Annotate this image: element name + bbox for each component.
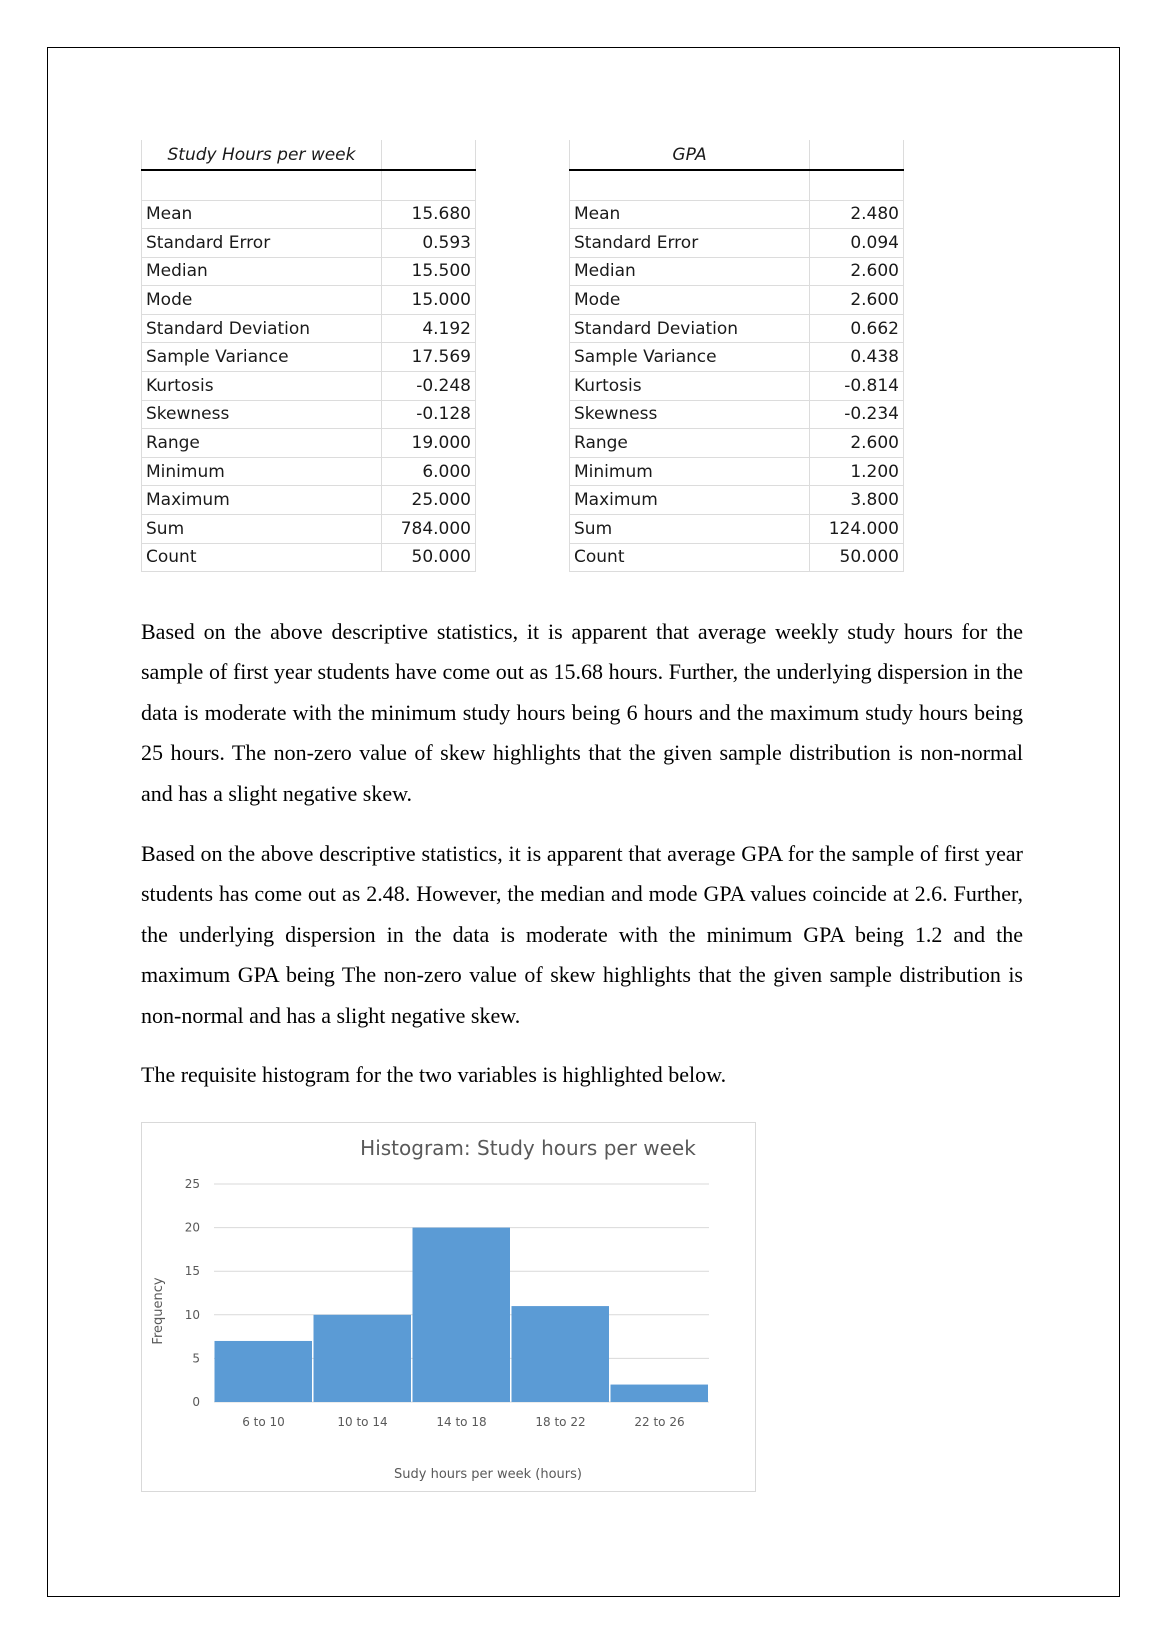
table-gap — [476, 515, 570, 544]
chart-title: Histogram: Study hours per week — [360, 1136, 696, 1160]
stats-row — [142, 457, 904, 486]
gpa-stat-label: Skewness — [570, 400, 810, 429]
table-gap — [476, 543, 570, 572]
study-stat-label: Standard Error — [142, 229, 382, 258]
study-stat-value: 25.000 — [382, 486, 476, 515]
gpa-stat-value: 50.000 — [810, 543, 904, 572]
spacer-cell — [382, 170, 476, 200]
gpa-stat-value: 0.438 — [810, 343, 904, 372]
study-stat-label: Standard Deviation — [142, 314, 382, 343]
paragraph-gpa: Based on the above descriptive statistics, it is apparent that average GPA for the sample of first year students has come out as 2.48. However, the median and mode GPA values coincide at 2.6. Further, the underlying dispersion in the data is moderate with the minimum GPA being 1.2 and the maximum GPA being The non-zero value of skew highlights that the given sample distribution is non-normal and has a slight negative skew. — [141, 841, 1023, 1028]
study-stat-label: Kurtosis — [142, 372, 382, 401]
study-stat-value: 50.000 — [382, 543, 476, 572]
gpa-stat-value: 1.200 — [810, 457, 904, 486]
study-stat-value: 15.680 — [382, 200, 476, 229]
study-stat-label: Range — [142, 429, 382, 458]
spacer-cell — [810, 170, 904, 200]
table-gap — [476, 429, 570, 458]
stats-row — [142, 429, 904, 458]
study-stat-value: -0.248 — [382, 372, 476, 401]
study-stat-label: Mode — [142, 286, 382, 315]
study-stat-label: Median — [142, 257, 382, 286]
table-gap — [476, 457, 570, 486]
spacer-cell — [570, 170, 810, 200]
study-stat-value: 19.000 — [382, 429, 476, 458]
study-hours-header-blank — [382, 140, 476, 170]
study-stat-label: Skewness — [142, 400, 382, 429]
table-gap — [476, 486, 570, 515]
table-gap — [476, 229, 570, 258]
stats-row — [142, 486, 904, 515]
gpa-header-blank — [810, 140, 904, 170]
paragraph-study-hours: Based on the above descriptive statistics, it is apparent that average weekly study hours for the sample of first year students have come out as 15.68 hours. Further, the underlying dispersion in the data is moderate with the minimum study hours being 6 hours and the maximum study hours being 25 hours. The non-zero value of skew highlights that the given sample distribution is non-normal and has a slight negative skew. — [141, 619, 1023, 806]
stats-row — [142, 372, 904, 401]
study-stat-value: 4.192 — [382, 314, 476, 343]
stats-row — [142, 257, 904, 286]
y-tick-label: 5 — [192, 1351, 200, 1366]
histogram-bar — [611, 1385, 709, 1402]
gpa-stat-value: 2.600 — [810, 286, 904, 315]
gpa-stat-value: 124.000 — [810, 515, 904, 544]
study-hours-header: Study Hours per week — [142, 140, 382, 170]
histogram-bar — [413, 1228, 511, 1402]
study-stat-label: Count — [142, 543, 382, 572]
gpa-stat-label: Standard Deviation — [570, 314, 810, 343]
study-stat-label: Maximum — [142, 486, 382, 515]
histogram-bar — [314, 1315, 412, 1402]
stats-row — [142, 314, 904, 343]
study-stat-value: 784.000 — [382, 515, 476, 544]
study-stat-value: 0.593 — [382, 229, 476, 258]
gpa-stat-value: -0.814 — [810, 372, 904, 401]
gpa-stat-value: 3.800 — [810, 486, 904, 515]
study-stat-value: 15.500 — [382, 257, 476, 286]
gpa-stat-label: Range — [570, 429, 810, 458]
gpa-stat-value: 2.480 — [810, 200, 904, 229]
histogram-bar — [215, 1341, 313, 1402]
gpa-stat-label: Kurtosis — [570, 372, 810, 401]
y-tick-label: 0 — [192, 1395, 200, 1409]
gpa-stat-value: 2.600 — [810, 429, 904, 458]
x-tick-label: 14 to 18 — [436, 1415, 487, 1429]
gpa-header: GPA — [570, 140, 810, 170]
gpa-stat-label: Mode — [570, 286, 810, 315]
study-stat-label: Sum — [142, 515, 382, 544]
gpa-stat-label: Minimum — [570, 457, 810, 486]
stats-row — [142, 400, 904, 429]
study-stat-label: Sample Variance — [142, 343, 382, 372]
y-tick-label: 20 — [184, 1220, 200, 1235]
study-stat-label: Minimum — [142, 457, 382, 486]
study-stat-value: 17.569 — [382, 343, 476, 372]
spacer-cell — [142, 170, 382, 200]
table-gap — [476, 372, 570, 401]
gpa-stat-label: Median — [570, 257, 810, 286]
histogram-chart — [141, 1122, 756, 1492]
x-tick-label: 10 to 14 — [337, 1415, 388, 1429]
table-gap — [476, 343, 570, 372]
y-tick-label: 15 — [184, 1264, 200, 1279]
y-axis-label: Frequency — [151, 1277, 166, 1345]
descriptive-stats-table — [141, 140, 904, 572]
study-stat-label: Mean — [142, 200, 382, 229]
gpa-stat-label: Sum — [570, 515, 810, 544]
stats-header-row — [142, 140, 904, 170]
stats-row — [142, 229, 904, 258]
study-stat-value: 15.000 — [382, 286, 476, 315]
gpa-stat-label: Sample Variance — [570, 343, 810, 372]
study-stat-value: 6.000 — [382, 457, 476, 486]
stats-row — [142, 286, 904, 315]
table-gap — [476, 400, 570, 429]
stats-row — [142, 515, 904, 544]
gpa-stat-label: Standard Error — [570, 229, 810, 258]
gpa-stat-value: 0.094 — [810, 229, 904, 258]
paragraph-histogram-intro: The requisite histogram for the two variables is highlighted below. — [141, 1062, 727, 1087]
table-gap — [476, 286, 570, 315]
histogram-bar — [512, 1306, 610, 1402]
stats-spacer-row — [142, 170, 904, 200]
study-stat-value: -0.128 — [382, 400, 476, 429]
table-gap — [476, 314, 570, 343]
gpa-stat-label: Mean — [570, 200, 810, 229]
gpa-stat-value: 2.600 — [810, 257, 904, 286]
gpa-stat-label: Count — [570, 543, 810, 572]
table-gap — [476, 257, 570, 286]
y-tick-label: 10 — [184, 1307, 200, 1322]
table-gap — [476, 140, 570, 170]
stats-row — [142, 343, 904, 372]
x-axis-label: Sudy hours per week (hours) — [394, 1467, 582, 1482]
stats-row — [142, 200, 904, 229]
x-tick-label: 18 to 22 — [535, 1415, 586, 1429]
histogram-svg — [142, 1123, 755, 1491]
x-tick-label: 22 to 26 — [634, 1415, 685, 1429]
table-gap — [476, 200, 570, 229]
stats-row — [142, 543, 904, 572]
x-tick-label: 6 to 10 — [242, 1415, 285, 1429]
gpa-stat-value: 0.662 — [810, 314, 904, 343]
gpa-stat-value: -0.234 — [810, 400, 904, 429]
y-tick-label: 25 — [184, 1177, 200, 1191]
table-gap — [476, 170, 570, 200]
gpa-stat-label: Maximum — [570, 486, 810, 515]
